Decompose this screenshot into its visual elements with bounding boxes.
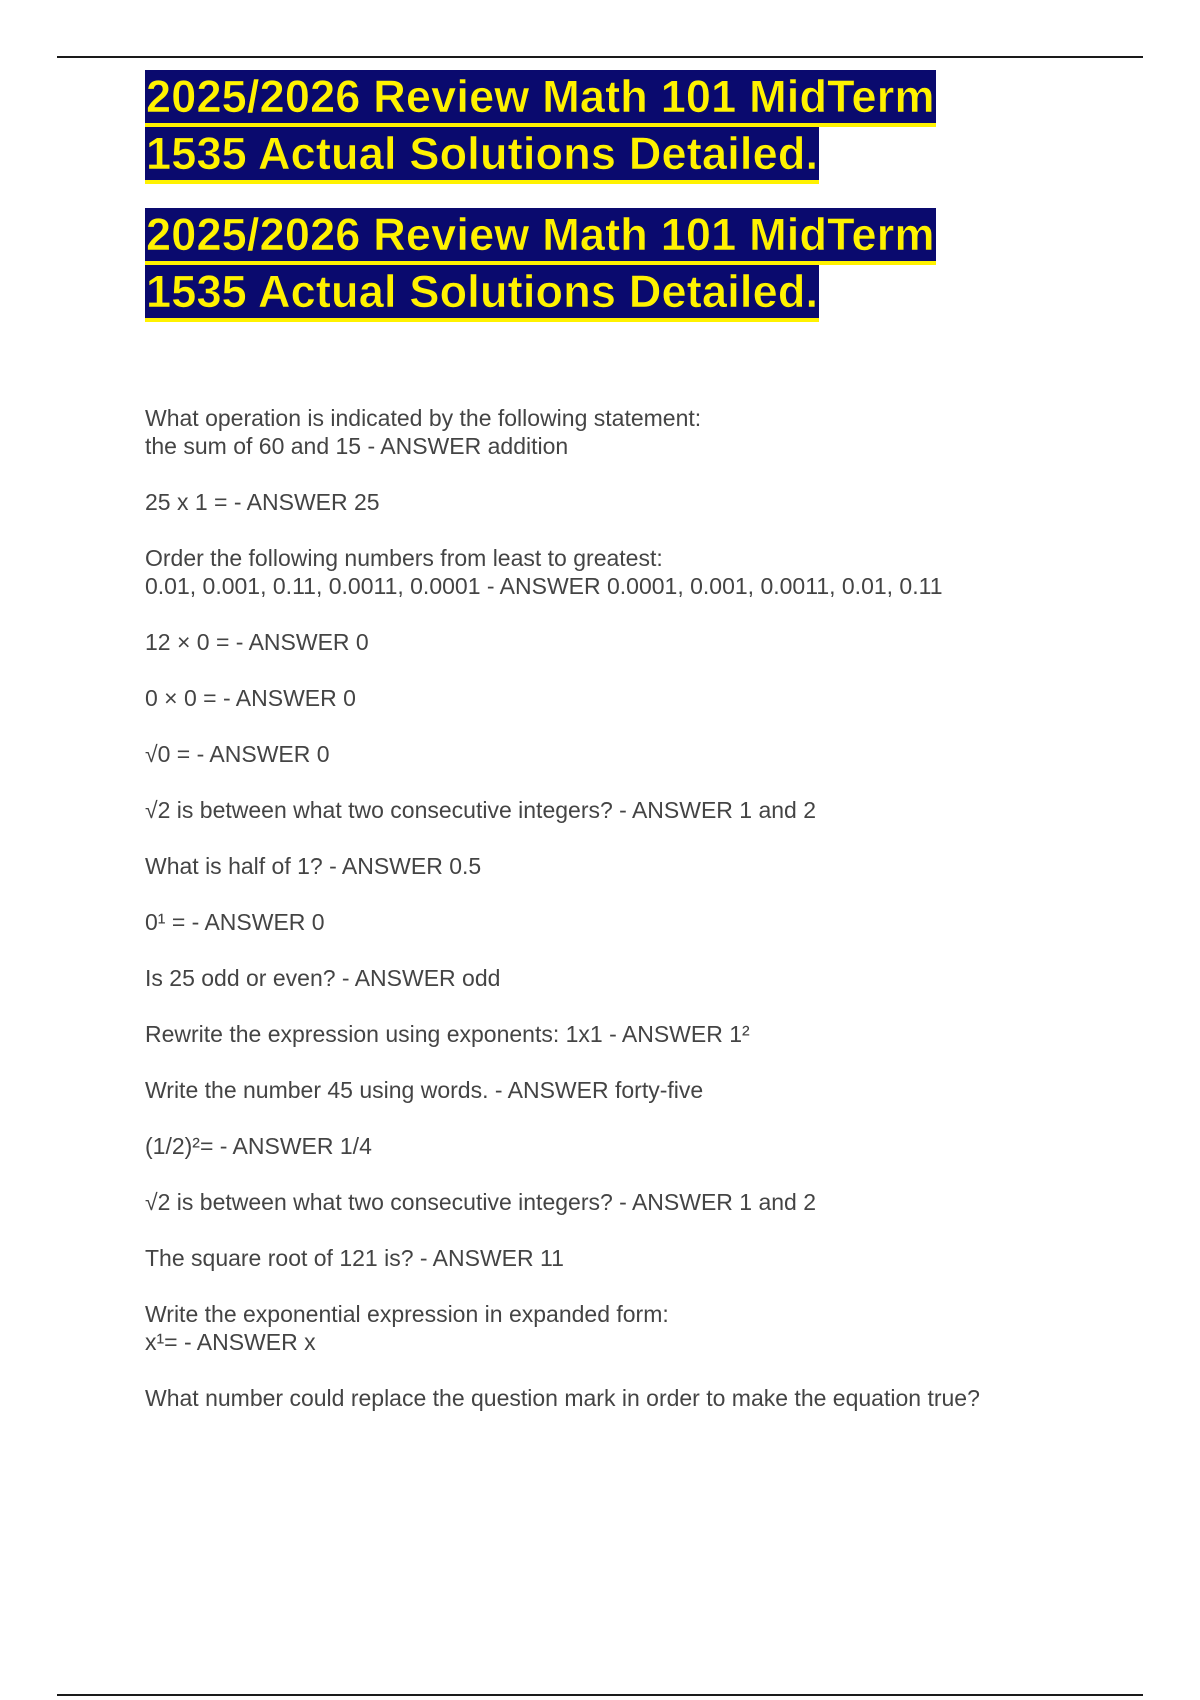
qa-text: Is 25 odd or even? - ANSWER odd bbox=[145, 965, 501, 991]
qa-question: Order the following numbers from least to greatest: bbox=[145, 545, 663, 571]
qa-item bbox=[145, 852, 1145, 880]
qa-item bbox=[145, 1020, 1145, 1048]
qa-text: The square root of 121 is? - ANSWER 11 bbox=[145, 1245, 564, 1271]
qa-text: √2 is between what two consecutive integers? - ANSWER 1 and 2 bbox=[145, 1189, 817, 1215]
document-title bbox=[145, 70, 1145, 184]
qa-text: 0 × 0 = - ANSWER 0 bbox=[145, 685, 356, 711]
qa-text: (1/2)²= - ANSWER 1/4 bbox=[145, 1133, 372, 1159]
document-content bbox=[145, 70, 1145, 1440]
qa-item bbox=[145, 1076, 1145, 1104]
qa-text: What is half of 1? - ANSWER 0.5 bbox=[145, 853, 482, 879]
qa-item bbox=[145, 488, 1145, 516]
qa-item bbox=[145, 544, 1145, 600]
qa-item bbox=[145, 1132, 1145, 1160]
qa-text: √2 is between what two consecutive integers? - ANSWER 1 and 2 bbox=[145, 797, 817, 823]
qa-question: Write the exponential expression in expanded form: bbox=[145, 1301, 669, 1327]
qa-item bbox=[145, 1244, 1145, 1272]
qa-text: √0 = - ANSWER 0 bbox=[145, 741, 330, 767]
qa-text: What number could replace the question mark in order to make the equation true? bbox=[145, 1385, 980, 1411]
qa-item bbox=[145, 628, 1145, 656]
title-line-1: 2025/2026 Review Math 101 MidTerm bbox=[145, 70, 936, 127]
qa-text: Rewrite the expression using exponents: 1x1 - ANSWER 1² bbox=[145, 1021, 750, 1047]
qa-answer: the sum of 60 and 15 - ANSWER addition bbox=[145, 433, 569, 459]
qa-item bbox=[145, 1384, 1145, 1412]
qa-item bbox=[145, 1300, 1145, 1356]
qa-item bbox=[145, 404, 1145, 460]
qa-text: Write the number 45 using words. - ANSWER forty-five bbox=[145, 1077, 704, 1103]
qa-item bbox=[145, 684, 1145, 712]
title-line-2: 1535 Actual Solutions Detailed. bbox=[145, 127, 819, 184]
qa-text: 0¹ = - ANSWER 0 bbox=[145, 909, 325, 935]
qa-item bbox=[145, 908, 1145, 936]
document-title-repeat bbox=[145, 208, 1145, 322]
qa-list bbox=[145, 404, 1145, 1412]
qa-text: 25 x 1 = - ANSWER 25 bbox=[145, 489, 380, 515]
top-rule bbox=[57, 56, 1143, 58]
qa-item bbox=[145, 796, 1145, 824]
qa-answer: 0.01, 0.001, 0.11, 0.0011, 0.0001 - ANSWER 0.0001, 0.001, 0.0011, 0.01, 0.11 bbox=[145, 573, 943, 599]
title-line-2: 1535 Actual Solutions Detailed. bbox=[145, 265, 819, 322]
qa-answer: x¹= - ANSWER x bbox=[145, 1329, 316, 1355]
qa-item bbox=[145, 740, 1145, 768]
qa-text: 12 × 0 = - ANSWER 0 bbox=[145, 629, 369, 655]
bottom-rule bbox=[57, 1694, 1143, 1696]
qa-item bbox=[145, 1188, 1145, 1216]
qa-question: What operation is indicated by the following statement: bbox=[145, 405, 702, 431]
qa-item bbox=[145, 964, 1145, 992]
title-line-1: 2025/2026 Review Math 101 MidTerm bbox=[145, 208, 936, 265]
